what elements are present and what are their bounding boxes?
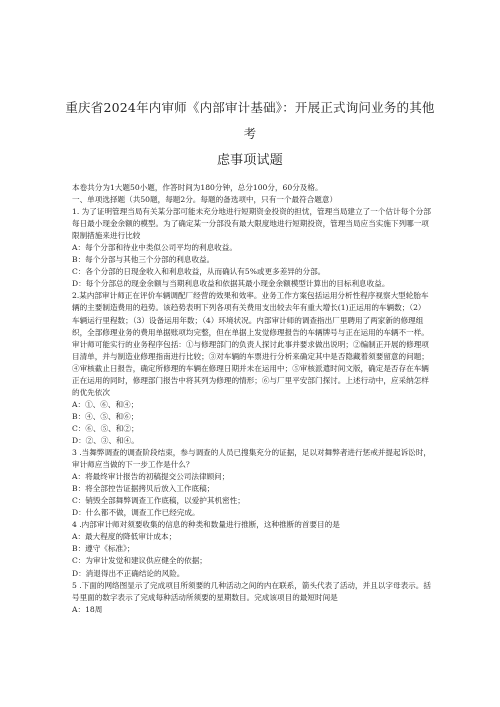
question-4: 4 .内部审计师对须要收集的信息的种类和数量进行推断，这种推断的首要目的是 (72, 520, 340, 530)
exam-info: 本卷共分为1大题50小题，作答时间为180分钟，总分100分，60分及格。 (72, 183, 323, 192)
option-4a: A：最大程度的降低审计成本； (72, 532, 177, 542)
option-3b: B：将全部控告证据拷贝后放入工作底稿； (72, 484, 215, 494)
question-2: 2.某内部审计师正在评价车辆调配厂经营的效果和效率。业务工作方案包括运用分析性程序视察大型轮胎车辆的主要制造费用的趋势。该趋势表明下列各项有关费用支出较去年有重大增长(1)正运用的车辆数；（2）车辆运行里程数；（3）设备运用年数；（4）环境状况。内部审计师的调查指出厂里聘用了两家新的修理组织，全部修理业务的费用单据账项均完整，但在单据上发觉修理报告的车辆牌号与正在运用的车辆不一样。审计师可能实行的业务程序包括：①与修理部门的负责人探讨此事并要求做出说明；②编制正开展的修理项目清单，并与制造业修理指南进行比较；③对车辆的车票进行分析来确定其中是否隐藏着须要留意的问题；④审核截止日报告，确定所修理的车辆在修理日期并未在运用中；⑤审核派遣时间文版，确定是否存在车辆正在运用的同时，修理部门报告中将其列为修理的情形；⑥与厂里平安部门探讨。上述行动中，应采纳怎样的优先依次 (72, 291, 429, 397)
option-2a: A：①、⑥、和④； (72, 399, 139, 409)
option-1a: A：每个分部和待业中类似公司平均的利息收益。 (72, 243, 237, 253)
document-title: 重庆省2024年内审师《内部审计基础》：开展正式询问业务的其他 (65, 100, 435, 115)
option-4b: B：遵守《标准》； (72, 544, 135, 554)
option-4c: C：为审计发觉和建议供应健全的依据； (72, 556, 207, 566)
option-5a: A：18周 (72, 604, 103, 614)
section-heading: 一、单项选择题（共50题，每题2分。每题的备选项中，只有一个最符合题意） (72, 195, 338, 205)
option-3d: D：什么都不做，调查工作已经完成。 (72, 508, 200, 518)
option-4d: D：消退得出不正确结论的风险。 (72, 568, 185, 578)
document-body (72, 182, 432, 616)
option-2d: D：②、③、和④。 (72, 435, 139, 445)
option-1b: B：每个分部与其他三个分部的利息收益。 (72, 255, 215, 265)
question-3: 3 .当舞弊调查的调查阶段结束，参与调查的人员已搜集充分的证据，足以对舞弊者进行惩戒并提起诉讼时，审计师应当做的下一步工作是什么？ (72, 448, 431, 470)
option-2b: B：④、⑤、和⑥； (72, 411, 139, 421)
option-1c: C：各个分部的日现金收入和利息收益，从而确认有5%或更多差异的分部。 (72, 267, 326, 277)
document-title-continued: 考 (243, 126, 257, 141)
document-subtitle: 虑事项试题 (216, 153, 283, 168)
option-3a: A：将最终审计报告的初稿提交公司法律顾问； (72, 472, 230, 482)
question-1: 1. 为了证明管理当局有关某分部可能未充分地进行短期资金投资的担忧，管理当局建立了一个估计每个分部每日最小现金余额的模型。为了确定某一分部没有最大限度地进行短期投资，管理当局应当实施下列哪一项限制措施来进行比较 (72, 207, 431, 241)
option-2c: C：⑥、⑤、和②； (72, 423, 139, 433)
option-1d: D：每个分部总的现金余额与当期利息收益和依据其最小现金余额模型计算出的目标利息收益。 (72, 279, 390, 289)
option-3c: C：销毁全部舞弊调查工作底稿，以爱护其机密性； (72, 496, 245, 506)
question-5: 5 .下面的网络图显示了完成项目所须要的几种活动之间的内在联系，箭头代表了活动，并且以字母表示。括号里面的数字表示了完成每种活动所须要的星期数目。完成该项目的最短时间是 (72, 580, 431, 602)
